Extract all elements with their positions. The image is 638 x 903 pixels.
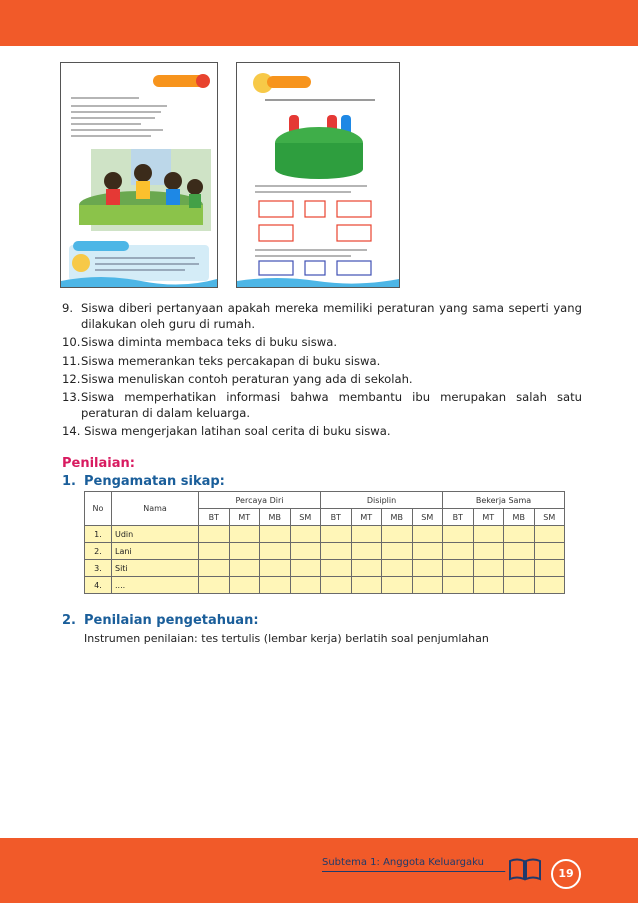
list-item-number: 13. <box>62 390 81 405</box>
open-book-icon <box>504 848 546 890</box>
section-title: Penilaian pengetahuan: <box>84 613 259 628</box>
list-item <box>62 353 582 369</box>
subheader-mb: MB <box>382 509 413 526</box>
list-item-number: 11. <box>62 353 81 368</box>
header-band <box>0 0 638 46</box>
row-nama: .... <box>112 577 199 594</box>
list-item <box>62 300 582 332</box>
list-item-number: 10. <box>62 335 81 350</box>
subheader-bt: BT <box>199 509 230 526</box>
row-no: 3. <box>85 560 112 577</box>
section-number: 2. <box>62 613 76 628</box>
list-item-number: 14. <box>62 424 81 439</box>
section-number: 1. <box>62 474 76 489</box>
subheader-bt: BT <box>321 509 352 526</box>
row-nama: Siti <box>112 560 199 577</box>
list-item-text: Siswa memerankan teks percakapan di buku siswa. <box>81 353 381 368</box>
subheader-sm: SM <box>290 509 321 526</box>
penilaian-heading: Penilaian: <box>62 456 135 471</box>
header-percaya-diri: Percaya Diri <box>199 492 321 509</box>
list-item <box>62 423 582 439</box>
list-item <box>62 389 582 421</box>
list-item <box>62 334 582 350</box>
textbook-page-thumbnail-1 <box>60 62 218 288</box>
list-item-text: Siswa menuliskan contoh peraturan yang ada di sekolah. <box>81 371 413 386</box>
table-row <box>85 577 565 594</box>
subheader-mb: MB <box>504 509 535 526</box>
footer-divider <box>322 871 506 872</box>
list-item-number: 9. <box>62 301 74 315</box>
table-header-row <box>85 492 565 509</box>
textbook-page-thumbnail-2 <box>236 62 400 288</box>
table-row <box>85 560 565 577</box>
subheader-mt: MT <box>229 509 260 526</box>
row-nama: Lani <box>112 543 199 560</box>
header-no: No <box>85 492 112 526</box>
header-nama: Nama <box>112 492 199 526</box>
family-meal-illustration <box>61 63 217 287</box>
list-item-text: Siswa diberi pertanyaan apakah mereka memiliki peraturan yang sama seperti yang dilakukan oleh guru di rumah. <box>81 301 582 332</box>
instrumen-text: Instrumen penilaian: tes tertulis (lembar kerja) berlatih soal penjumlahan <box>84 632 489 645</box>
header-disiplin: Disiplin <box>321 492 443 509</box>
list-item-text: Siswa diminta membaca teks di buku siswa. <box>81 335 338 350</box>
page-number: 19 <box>551 859 581 889</box>
subheader-mt: MT <box>351 509 382 526</box>
list-item-text: Siswa mengerjakan latihan soal cerita di buku siswa. <box>84 424 391 439</box>
pengamatan-sikap-heading <box>62 474 225 489</box>
row-nama: Udin <box>112 526 199 543</box>
subheader-mb: MB <box>260 509 291 526</box>
row-no: 2. <box>85 543 112 560</box>
subheader-sm: SM <box>534 509 565 526</box>
table-row <box>85 543 565 560</box>
row-no: 1. <box>85 526 112 543</box>
subheader-bt: BT <box>443 509 474 526</box>
header-bekerja-sama: Bekerja Sama <box>443 492 565 509</box>
attitude-assessment-table <box>84 491 565 594</box>
list-item-text: Siswa memperhatikan informasi bahwa membantu ibu merupakan salah satu peraturan di dalam keluarga. <box>81 390 582 421</box>
row-no: 4. <box>85 577 112 594</box>
subtema-label: Subtema 1: Anggota Keluargaku <box>322 857 484 868</box>
section-title: Pengamatan sikap: <box>84 474 225 489</box>
penilaian-pengetahuan-heading <box>62 613 259 628</box>
subheader-mt: MT <box>473 509 504 526</box>
list-item-number: 12. <box>62 371 81 386</box>
activity-steps-list <box>62 300 582 442</box>
table-row <box>85 526 565 543</box>
list-item <box>62 371 582 387</box>
cutlery-counting-illustration <box>237 63 399 287</box>
subheader-sm: SM <box>412 509 443 526</box>
